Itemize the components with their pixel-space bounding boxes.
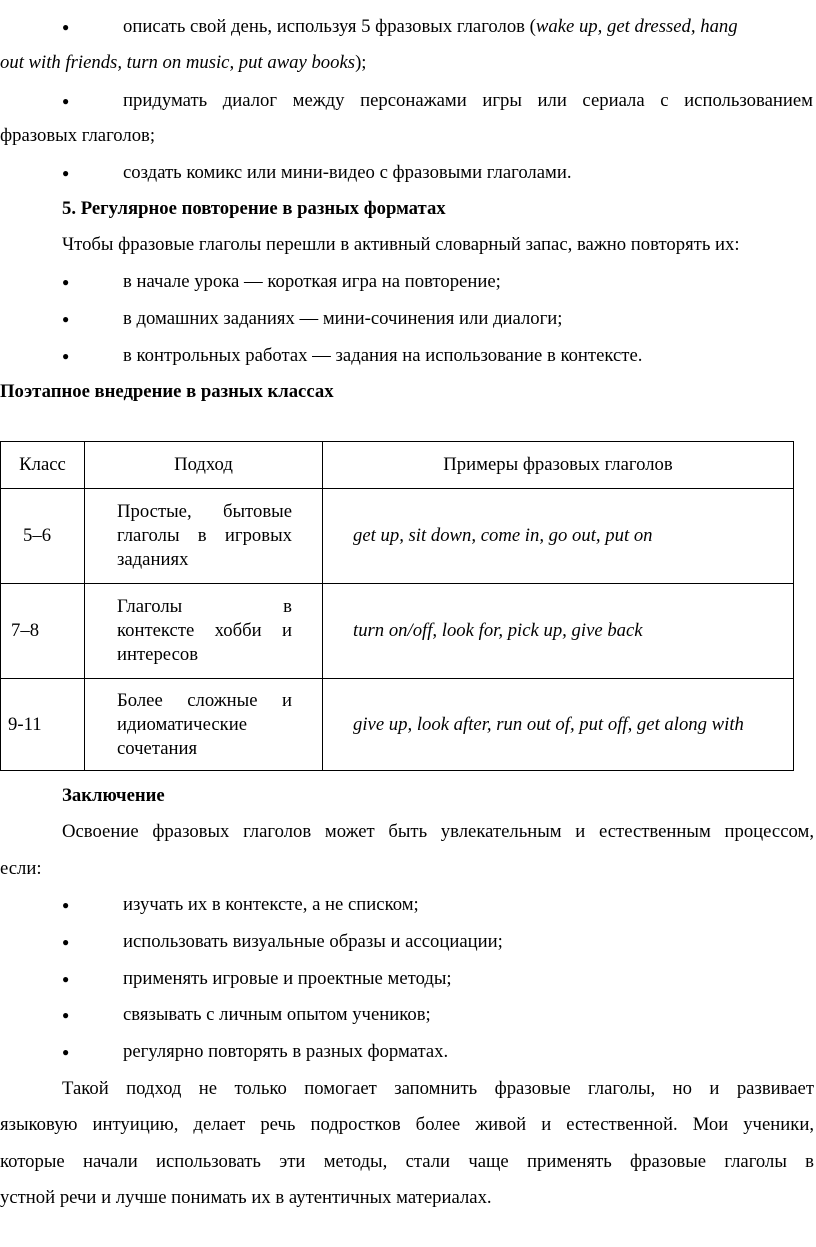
bullet-icon: ● xyxy=(62,166,70,180)
bullet-icon: ● xyxy=(62,349,70,363)
bullet-icon: ● xyxy=(62,94,70,108)
intro-bullet-2-line2: фразовых глаголов; xyxy=(0,125,156,146)
section-5-heading: 5. Регулярное повторение в разных форматах xyxy=(62,198,446,219)
section-5-item: в домашних заданиях — мини-сочинения или диалоги; xyxy=(123,308,563,329)
final-paragraph-line2: языковую интуицию, делает речь подростков более живой и естественной. Мои ученики, xyxy=(0,1114,814,1135)
bullet-icon: ● xyxy=(62,275,70,289)
approach-cell: Глаголы в контексте хобби и интересов xyxy=(85,584,323,679)
approach-cell: Простые, бытовые глаголы в игровых заданиях xyxy=(85,489,323,584)
conclusion-item: связывать с личным опытом учеников; xyxy=(123,1004,431,1025)
grades-table xyxy=(0,441,794,771)
intro-bullet-2-line1: придумать диалог между персонажами игры или сериала с использованием xyxy=(123,90,813,111)
grade-cell: 9-11 xyxy=(1,679,85,771)
final-paragraph-line4: устной речи и лучше понимать их в аутентичных материалах. xyxy=(0,1187,492,1208)
table-row xyxy=(1,489,794,584)
header-grade: Класс xyxy=(1,442,85,489)
conclusion-item: применять игровые и проектные методы; xyxy=(123,968,452,989)
section-5-lead: Чтобы фразовые глаголы перешли в активный словарный запас, важно повторять их: xyxy=(62,234,740,255)
examples-cell: get up, sit down, come in, go out, put on xyxy=(323,489,794,584)
header-approach: Подход xyxy=(85,442,323,489)
bullet-icon: ● xyxy=(62,1008,70,1022)
final-paragraph-line1: Такой подход не только помогает запомнить фразовые глаголы, но и развивает xyxy=(62,1078,814,1099)
section-5-item: в контрольных работах — задания на использование в контексте. xyxy=(123,345,643,366)
examples-cell: turn on/off, look for, pick up, give back xyxy=(323,584,794,679)
conclusion-item: регулярно повторять в разных форматах. xyxy=(123,1041,449,1062)
intro-bullet-1-line2: out with friends, turn on music, put away books); xyxy=(0,52,367,73)
bullet-icon: ● xyxy=(62,972,70,986)
intro-bullet-3: создать комикс или мини-видео с фразовыми глаголами. xyxy=(123,162,572,183)
conclusion-lead-line2: если: xyxy=(0,858,42,879)
examples-cell: give up, look after, run out of, put off, get along with xyxy=(323,679,794,771)
table-row xyxy=(1,584,794,679)
bullet-icon: ● xyxy=(62,898,70,912)
conclusion-lead-line1: Освоение фразовых глаголов может быть увлекательным и естественным процессом, xyxy=(62,821,814,842)
grade-cell: 5–6 xyxy=(1,489,85,584)
table-row xyxy=(1,679,794,771)
bullet-icon: ● xyxy=(62,1045,70,1059)
conclusion-heading: Заключение xyxy=(62,785,165,806)
intro-bullet-1-line1: описать свой день, используя 5 фразовых глаголов (wake up, get dressed, hang xyxy=(123,16,738,37)
final-paragraph-line3: которые начали использовать эти методы, стали чаще применять фразовые глаголы в xyxy=(0,1151,814,1172)
approach-cell: Более сложные и идиоматические сочетания xyxy=(85,679,323,771)
bullet-icon: ● xyxy=(62,20,70,34)
section-5-item: в начале урока — короткая игра на повторение; xyxy=(123,271,501,292)
conclusion-item: использовать визуальные образы и ассоциации; xyxy=(123,931,503,952)
grade-cell: 7–8 xyxy=(1,584,85,679)
table-title: Поэтапное внедрение в разных классах xyxy=(0,381,334,402)
table-header-row xyxy=(1,442,794,489)
bullet-icon: ● xyxy=(62,935,70,949)
bullet-icon: ● xyxy=(62,312,70,326)
conclusion-item: изучать их в контексте, а не списком; xyxy=(123,894,419,915)
header-examples: Примеры фразовых глаголов xyxy=(323,442,794,489)
